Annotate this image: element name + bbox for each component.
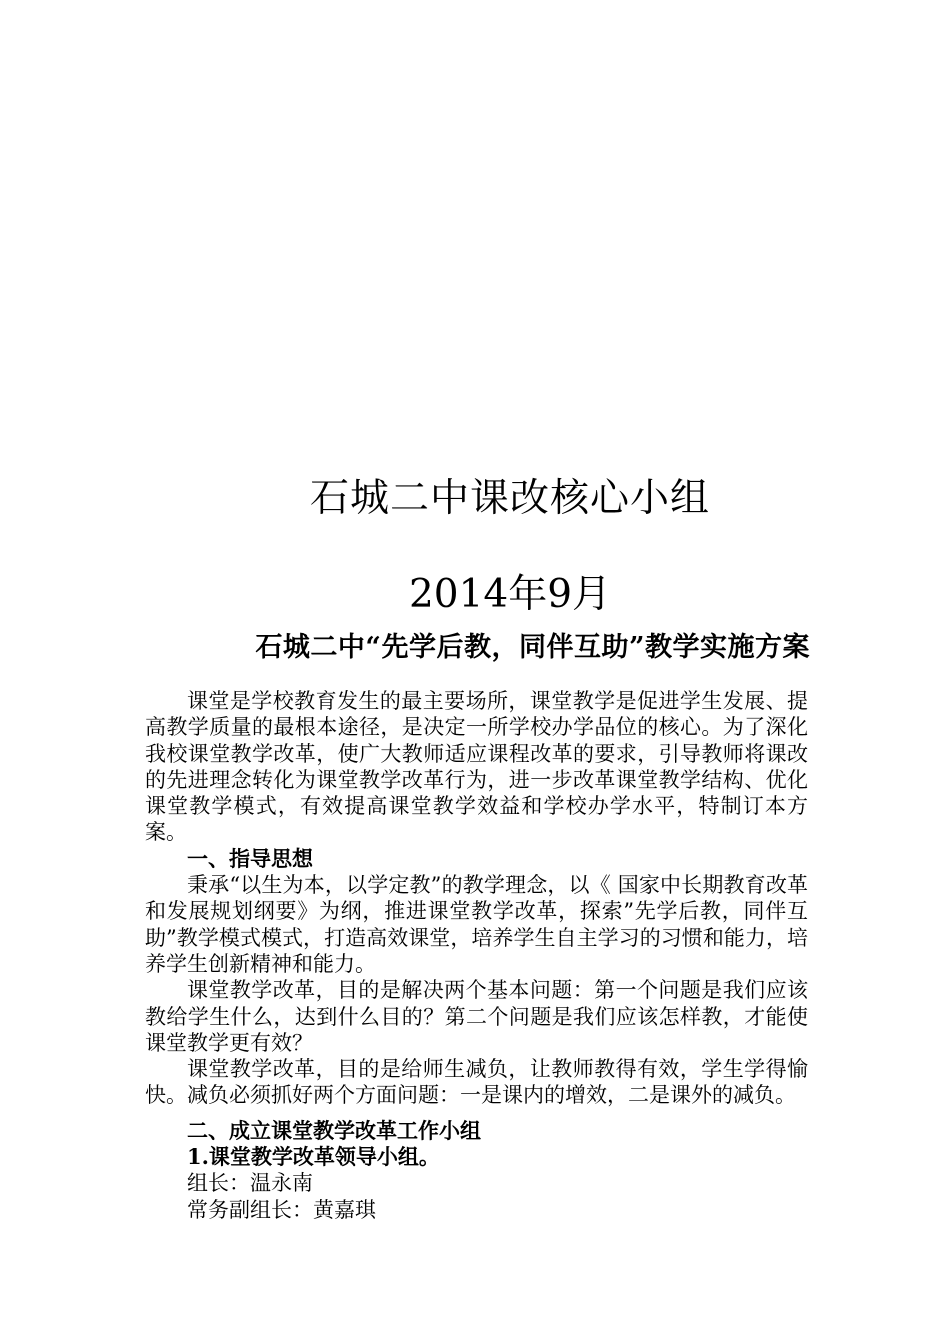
section-heading-guiding-ideology: 一、指导思想 bbox=[187, 845, 313, 871]
guiding-ideology-paragraph-1: 秉承“以生为本，以学定教”的教学理念，以《 国家中长期教育改革和发展规划纲要》为纲，推进课堂教学改革，探索”先学后教，同伴互助”教学模式模式，打造高效课堂，培养学生自主学习的习惯和能力，培养学生创新精神和能力。 bbox=[145, 873, 808, 976]
intro-paragraph: 课堂是学校教育发生的最主要场所，课堂教学是促进学生发展、提高教学质量的最根本途径，是决定一所学校办学品位的核心。为了深化我校课堂教学改革，使广大教师适应课程改革的要求，引导教师将课改的先进理念转化为课堂教学改革行为，进一步改革课堂教学结构、优化课堂教学模式，有效提高课堂教学效益和学校办学水平，特制订本方案。 bbox=[145, 689, 808, 845]
document-date: 2014年9月 bbox=[408, 572, 612, 617]
subsection-leadership-group: 1.课堂教学改革领导小组。 bbox=[187, 1144, 440, 1170]
deputy-group-leader: 常务副组长：黄嘉琪 bbox=[187, 1197, 376, 1222]
document-title: 石城二中“先学后教，同伴互助”教学实施方案 bbox=[255, 632, 810, 663]
guiding-ideology-paragraph-3: 课堂教学改革，目的是给师生减负，让教师教得有效，学生学得愉快。减负必须抓好两个方面问题：一是课内的增效，二是课外的减负。 bbox=[145, 1057, 808, 1108]
group-leader: 组长：温永南 bbox=[187, 1171, 313, 1196]
organization-name: 石城二中课改核心小组 bbox=[309, 476, 710, 521]
section-heading-working-group: 二、成立课堂教学改革工作小组 bbox=[187, 1117, 481, 1143]
document-body bbox=[145, 688, 808, 1223]
guiding-ideology-paragraph-2: 课堂教学改革，目的是解决两个基本问题：第一个问题是我们应该教给学生什么，达到什么目的？第二个问题是我们应该怎样教，才能使课堂教学更有效？ bbox=[145, 978, 808, 1055]
